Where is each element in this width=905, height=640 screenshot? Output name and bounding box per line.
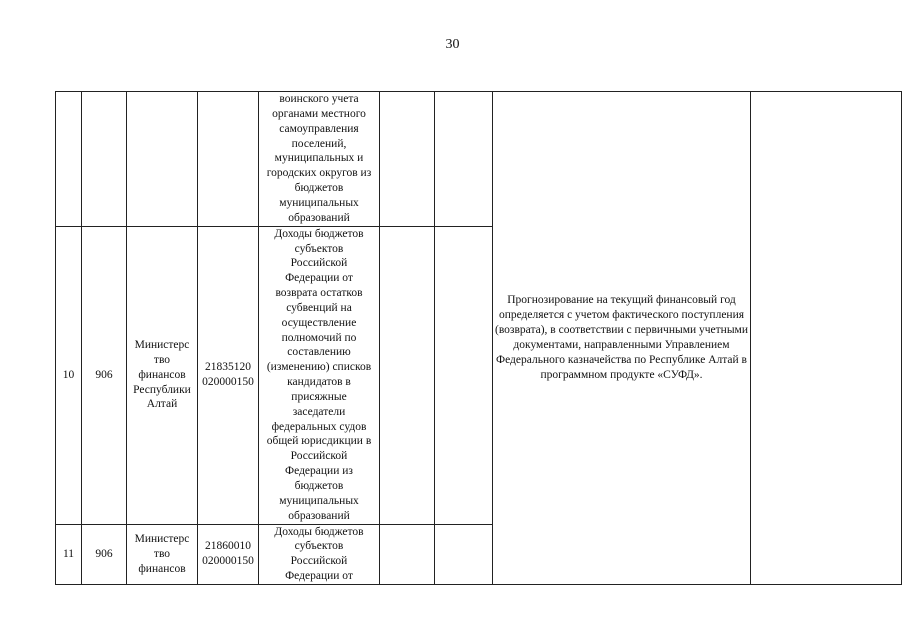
admin-code: 906 xyxy=(82,226,127,524)
revenue-description: Доходы бюджетов субъектов Российской Федерации от xyxy=(259,524,380,584)
empty-cell xyxy=(435,524,493,584)
forecast-method: Прогнозирование на текущий финансовый год определяется с учетом фактического поступления (возврата), в соответствии с первичными учетными документами, направленными Управлением Федерального казначейства по Республике Алтай в программном продукте «СУФД». xyxy=(493,92,751,585)
admin-code xyxy=(82,92,127,227)
row-number: 11 xyxy=(56,524,82,584)
empty-cell xyxy=(435,226,493,524)
empty-cell xyxy=(751,92,902,585)
admin-code: 906 xyxy=(82,524,127,584)
revenue-description: воинского учета органами местного самоуправления поселений, муниципальных и городских округов из бюджетов муниципальных образований xyxy=(259,92,380,227)
revenue-forecast-table xyxy=(55,91,902,585)
kbk-code: 21835120 020000150 xyxy=(198,226,259,524)
revenue-description: Доходы бюджетов субъектов Российской Федерации от возврата остатков субвенций на осуществление полномочий по составлению (изменению) списков кандидатов в присяжные заседатели федеральных судов общей юрисдикции в Российской Федерации из бюджетов муниципальных образований xyxy=(259,226,380,524)
kbk-code: 21860010 020000150 xyxy=(198,524,259,584)
row-number xyxy=(56,92,82,227)
table-row xyxy=(56,92,902,227)
kbk-code xyxy=(198,92,259,227)
row-number: 10 xyxy=(56,226,82,524)
admin-name xyxy=(127,92,198,227)
empty-cell xyxy=(380,524,435,584)
empty-cell xyxy=(380,226,435,524)
admin-name: Министерс тво финансов xyxy=(127,524,198,584)
empty-cell xyxy=(380,92,435,227)
admin-name: Министерс тво финансов Республики Алтай xyxy=(127,226,198,524)
empty-cell xyxy=(435,92,493,227)
page-number: 30 xyxy=(445,37,460,52)
